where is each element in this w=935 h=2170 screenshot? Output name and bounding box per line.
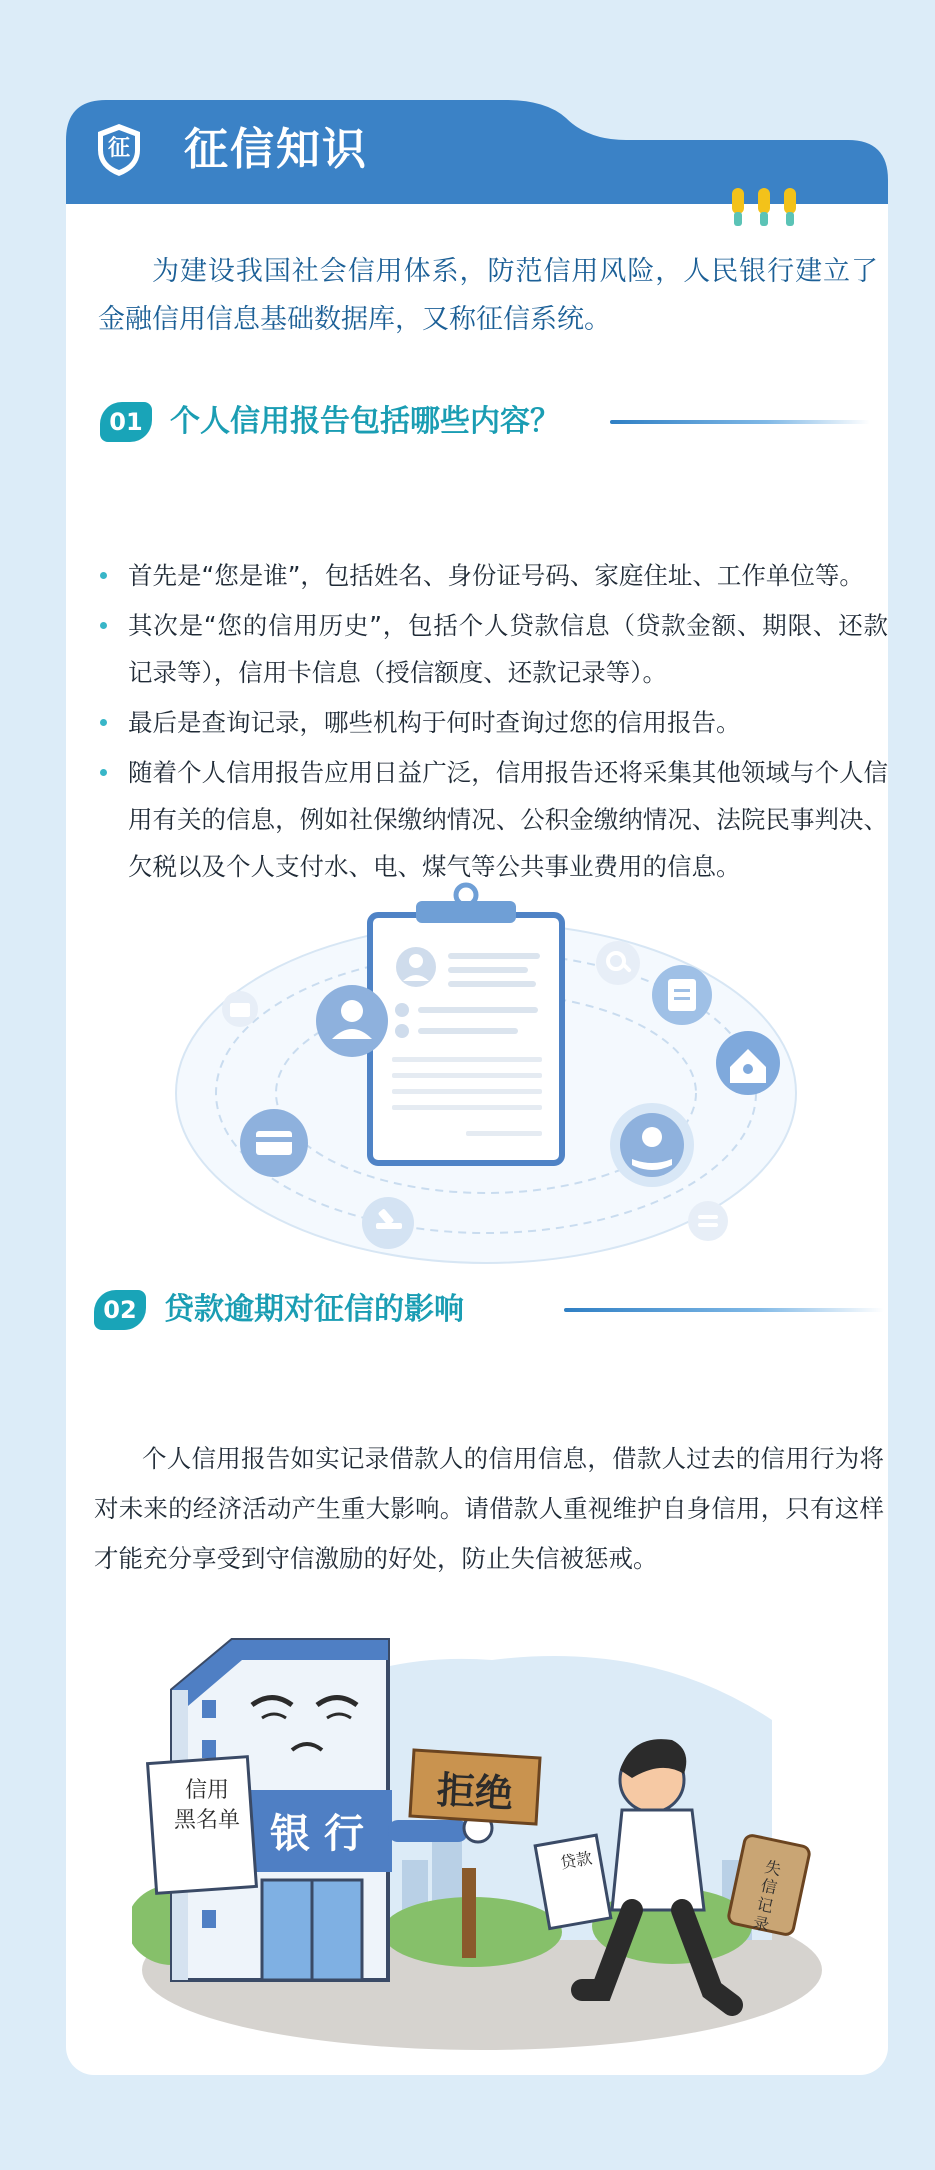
section2-divider [564,1308,884,1312]
header-badge-char: 征 [107,136,130,161]
blacklist-label [162,1776,252,1836]
credit-report-illustration [126,845,846,1335]
section2-heading [94,1288,874,1334]
section2-title: 贷款逾期对征信的影响 [164,1292,464,1327]
list-item: 随着个人信用报告应用日益广泛，信用报告还将采集其他领域与个人信用有关的信息，例如社保缴纳情况、公积金缴纳情况、法院民事判决、欠税以及个人支付水、电、煤气等公共事业费用的信息。 [98,749,888,890]
section2-paragraph: 个人信用报告如实记录借款人的信用信息，借款人过去的信用行为将对未来的经济活动产生重大影响。请借款人重视维护自身信用，只有这样才能充分享受到守信激励的好处，防止失信被惩戒。 [94,1444,884,1573]
section1-bullet-list [98,552,888,893]
list-item: 最后是查询记录，哪些机构于何时查询过您的信用报告。 [98,699,888,746]
list-item: 其次是“您的信用历史”，包括个人贷款信息（贷款金额、期限、还款记录等），信用卡信息（授信额度、还款记录等）。 [98,602,888,696]
bulbs-decoration [726,188,806,234]
section1-title: 个人信用报告包括哪些内容？ [170,404,560,439]
list-item: 首先是“您是谁”，包括姓名、身份证号码、家庭住址、工作单位等。 [98,552,888,599]
section1-divider [610,420,870,424]
bag-label: 失信记录 [751,1857,783,1935]
intro-paragraph: 为建设我国社会信用体系，防范信用风险，人民银行建立了金融信用信息基础数据库，又称征信系统。 [98,256,878,335]
section2-number: 02 [94,1290,146,1330]
section1-number: 01 [100,402,152,442]
blacklist-line1: 信用 [184,1778,229,1803]
bank-sign: 银 行 [270,1811,364,1857]
blacklist-line2: 黑名单 [173,1808,240,1833]
section1-heading [100,400,880,446]
reject-sign: 拒绝 [435,1767,515,1816]
loan-paper-label: 贷款 [558,1848,594,1873]
knowledge-card [66,100,888,2075]
page-title: 征信知识 [184,124,368,175]
